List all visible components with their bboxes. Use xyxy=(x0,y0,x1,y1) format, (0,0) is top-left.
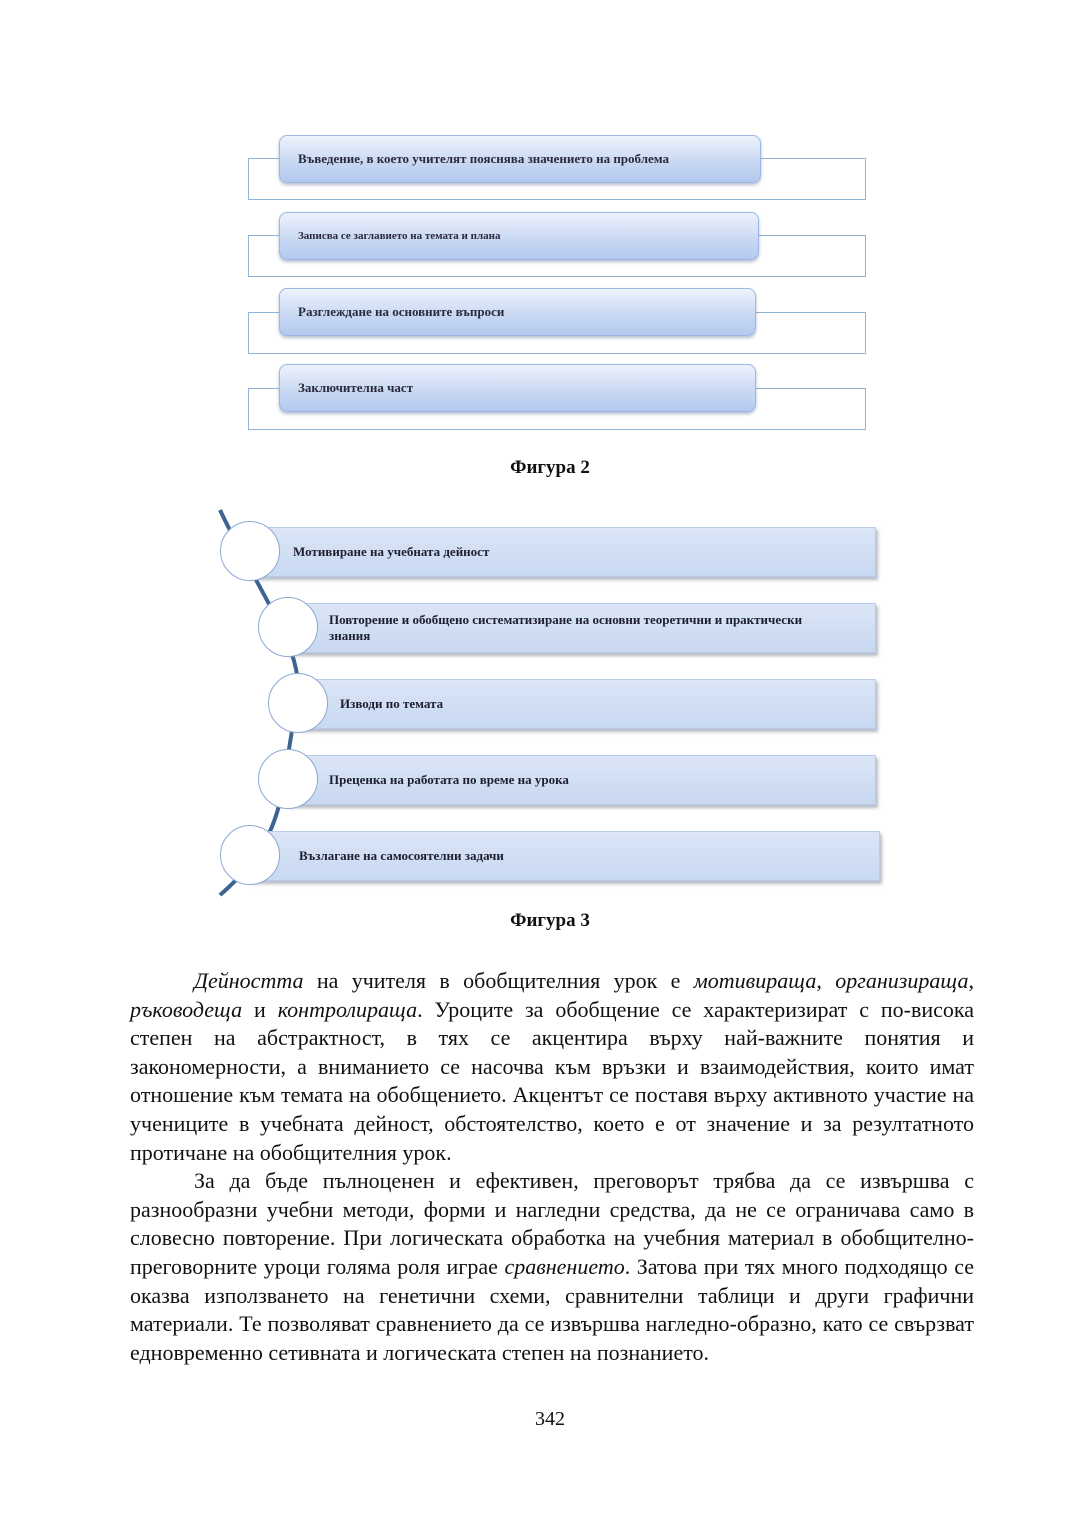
emphasis: мотивираща xyxy=(693,968,817,993)
figure-2-caption: Фигура 2 xyxy=(510,457,590,478)
figure-3-circle xyxy=(268,673,328,733)
text-run: , xyxy=(968,968,974,993)
figure-3-step xyxy=(286,603,876,653)
figure-3-step xyxy=(286,755,876,805)
text-run: и xyxy=(242,996,278,1022)
figure-3-circle xyxy=(258,749,318,809)
paragraph-1 xyxy=(130,967,974,1167)
emphasis: ръководеща xyxy=(130,996,243,1022)
figure-3-caption: Фигура 3 xyxy=(510,910,590,931)
page-number: 342 xyxy=(535,1408,565,1430)
figure-2-step: Въведение, в което учителят пояснява значението на проблема xyxy=(279,135,761,183)
figure-3-step-label: Възлагане на самосоятелни задачи xyxy=(299,848,504,863)
body-text xyxy=(130,967,974,1367)
figure-3-step xyxy=(248,831,880,881)
text-run: . Уроците за обобщение се характеризират с по-висока степен на абстрактност, в тях се акцентира върху най-важните понятия и закономерности, а вниманието се насочва към връзки и взаимодействия, които имат отношение към темата на обобщението. Акцентът се поставя върху активното участие на учениците в учебната дейност, обстоятелство, което е от значение и за резултатното протичане на обобщителния урок. xyxy=(130,996,974,1165)
figure-2-step: Записва се заглавието на темата и плана xyxy=(279,212,759,260)
figure-3-step-label: Мотивиране на учебната дейност xyxy=(293,544,490,559)
figure-2-step: Разглеждане на основните въпроси xyxy=(279,288,756,336)
emphasis: сравнението xyxy=(504,1253,625,1279)
emphasis: контролираща xyxy=(277,996,418,1022)
text-run: . Затова при тях много подходящо се оказва използването на генетични схеми, сравнителни таблици и други графични материали. Те позволяват сравнението да се извършва нагледно-образно, като се свързват едновременно сетивната и логическата степен на познанието. xyxy=(130,1253,974,1365)
figure-3-circle xyxy=(258,597,318,657)
figure-3-circle xyxy=(220,825,280,885)
figure-3-step xyxy=(298,679,876,729)
figure-3-step xyxy=(248,527,876,577)
emphasis: организираща xyxy=(835,968,969,993)
text-run: на учителя в обобщителния урок е xyxy=(303,968,694,993)
figure-3-step-label: Изводи по темата xyxy=(340,696,444,711)
paragraph-2 xyxy=(130,1167,974,1367)
figure-3-step-label: Повторение и обобщено систематизиране на основни теоретични и практически знания xyxy=(329,612,803,643)
figure-3-step-label: Преценка на работата по време на урока xyxy=(329,772,569,787)
figure-2-step: Заключителна част xyxy=(279,364,756,412)
emphasis: Дейността xyxy=(194,968,304,993)
figure-3-circle xyxy=(220,521,280,581)
text-run: , xyxy=(816,968,836,993)
text-run: За да бъде пълноценен и ефективен, преговорът трябва да се извършва с разнообразни учебни методи, форми и нагледни средства, да не се ограничава само в словесно повторение. При логическата обработка на учебния материал в обобщително-преговорните уроци голяма роля играе xyxy=(130,1168,974,1279)
